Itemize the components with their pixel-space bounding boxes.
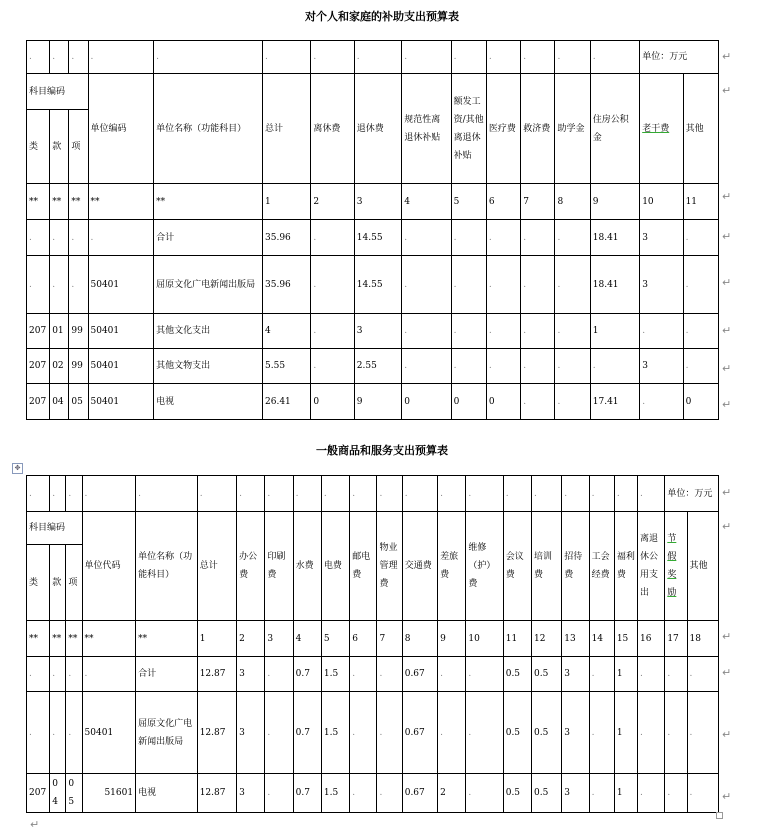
table-cell: . <box>350 774 377 813</box>
table-cell: . <box>402 220 451 256</box>
table-cell: 13 <box>562 621 589 657</box>
table-cell: ** <box>27 184 50 220</box>
table-cell: . <box>350 657 377 692</box>
table-cell: . <box>402 349 451 384</box>
retiree-public-expense-header: 离退休公用支出 <box>638 512 665 621</box>
table-cell: 51601 <box>82 774 136 813</box>
table-cell: 1 <box>197 621 236 657</box>
table-cell: . <box>69 220 88 256</box>
table-cell: . <box>665 657 687 692</box>
table-cell: 0.67 <box>402 692 437 774</box>
table-cell: 10 <box>466 621 503 657</box>
table-cell: . <box>377 774 402 813</box>
table-cell: . <box>486 314 520 349</box>
table-cell: 10 <box>640 184 683 220</box>
row-end-mark: ↵ <box>722 630 732 643</box>
welfare-fee-header: 福利费 <box>614 512 637 621</box>
table-cell: 35.96 <box>263 220 311 256</box>
table-cell: 04 <box>50 384 69 420</box>
table-cell: . <box>640 384 683 420</box>
lei-header: 类 <box>27 545 50 621</box>
table-cell: 50401 <box>82 692 136 774</box>
table-cell: . <box>589 657 614 692</box>
table-cell: . <box>402 314 451 349</box>
table-cell: . <box>27 657 50 692</box>
table-cell: 0 <box>311 384 354 420</box>
table-cell: 17 <box>665 621 687 657</box>
table-cell: . <box>50 256 69 314</box>
table-cell: . <box>438 657 466 692</box>
subject-code-header: 科目编码 <box>27 74 89 110</box>
medical-header: 医疗费 <box>486 74 520 184</box>
table-cell: 其他文化支出 <box>154 314 263 349</box>
table-cell: 35.96 <box>263 256 311 314</box>
table-cell: . <box>521 349 555 384</box>
table-cell: . <box>665 692 687 774</box>
table-cell: 5 <box>321 621 349 657</box>
table-cell: . <box>687 657 718 692</box>
table-cell: 1 <box>590 314 639 349</box>
table-cell: ** <box>69 184 88 220</box>
table-cell: 6 <box>486 184 520 220</box>
table-cell: 0.5 <box>503 692 531 774</box>
meeting-fee-header: 会议费 <box>503 512 531 621</box>
table-cell: 17.41 <box>590 384 639 420</box>
table-cell: 12.87 <box>197 692 236 774</box>
table-cell: . <box>69 256 88 314</box>
table-cell: 50401 <box>88 314 154 349</box>
table1-title: 对个人和家庭的补助支出预算表 <box>305 10 459 23</box>
table-cell: 15 <box>614 621 637 657</box>
table-cell: 50401 <box>88 384 154 420</box>
table-cell: 3 <box>354 184 401 220</box>
table-cell: . <box>265 692 293 774</box>
table-resize-handle[interactable] <box>716 812 723 819</box>
table-cell: 3 <box>562 657 589 692</box>
table-row <box>27 184 719 220</box>
table-cell: ** <box>136 621 198 657</box>
table2-title: 一般商品和服务支出预算表 <box>316 444 448 457</box>
table-cell: 0.5 <box>532 774 562 813</box>
table-row <box>27 220 719 256</box>
table-cell: 6 <box>350 621 377 657</box>
table-cell: . <box>66 692 82 774</box>
table-row <box>27 256 719 314</box>
table-cell: 3 <box>237 774 265 813</box>
table-cell: . <box>486 349 520 384</box>
table-cell: 26.41 <box>263 384 311 420</box>
table-cell: ** <box>27 621 50 657</box>
table-cell: . <box>521 384 555 420</box>
table-move-handle-icon[interactable]: ✥ <box>12 463 23 474</box>
table-row <box>27 621 719 657</box>
table-cell: 0.5 <box>532 657 562 692</box>
table-cell: 0.67 <box>402 657 437 692</box>
table-cell: 11 <box>503 621 531 657</box>
table1-unit-row: . . . . . . . . . . . . . . 单位：万元 <box>27 41 719 74</box>
table-row <box>27 314 719 349</box>
row-end-mark: ↵ <box>722 520 732 533</box>
printing-fee-header: 印刷费 <box>265 512 293 621</box>
row-end-mark: ↵ <box>722 398 732 411</box>
table-cell: 0.7 <box>293 774 321 813</box>
table-cell: 0 <box>486 384 520 420</box>
table-cell: 0.5 <box>532 692 562 774</box>
table-cell: 5 <box>451 184 486 220</box>
table-cell: 0.67 <box>402 774 437 813</box>
unit-code-header: 单位编码 <box>88 74 154 184</box>
other-header: 其他 <box>687 512 718 621</box>
subject-code-header: 科目编码 <box>27 512 83 545</box>
row-end-mark: ↵ <box>722 666 732 679</box>
table-cell: . <box>27 692 50 774</box>
table-cell: . <box>555 314 590 349</box>
table-row <box>27 384 719 420</box>
table1-header-row1 <box>27 74 719 110</box>
table-cell: 12.87 <box>197 774 236 813</box>
table-cell: . <box>27 256 50 314</box>
table-cell: 3 <box>237 692 265 774</box>
table-cell: . <box>438 692 466 774</box>
table-cell: . <box>687 692 718 774</box>
table-cell: . <box>521 256 555 314</box>
total-header: 总计 <box>263 74 311 184</box>
travel-fee-header: 差旅费 <box>438 512 466 621</box>
table-cell: 屈原文化广电新闻出版局 <box>154 256 263 314</box>
table-cell: 8 <box>555 184 590 220</box>
table-cell: 1.5 <box>321 657 349 692</box>
table-cell: . <box>350 692 377 774</box>
table-cell: . <box>466 774 503 813</box>
table-cell: 电视 <box>136 774 198 813</box>
reception-fee-header: 招待费 <box>562 512 589 621</box>
row-end-mark: ↵ <box>722 728 732 741</box>
table-cell: . <box>50 657 66 692</box>
table-cell: 7 <box>521 184 555 220</box>
veteran-cadre-header: 老干费 <box>640 74 683 184</box>
postal-fee-header: 邮电费 <box>350 512 377 621</box>
row-end-mark: ↵ <box>722 50 732 63</box>
table-cell: 18.41 <box>590 256 639 314</box>
table-cell: 1 <box>614 774 637 813</box>
table-cell: . <box>521 314 555 349</box>
table-cell: . <box>50 692 66 774</box>
table-cell: 3 <box>640 349 683 384</box>
table-cell: 1 <box>614 692 637 774</box>
table-cell: . <box>665 774 687 813</box>
table-cell: . <box>486 256 520 314</box>
table-cell: 3 <box>640 220 683 256</box>
table-cell: 12.87 <box>197 657 236 692</box>
table-cell: 4 <box>402 184 451 220</box>
row-end-mark: ↵ <box>722 324 732 337</box>
table-cell: 207 <box>27 314 50 349</box>
table-cell: 01 <box>50 314 69 349</box>
table-cell: 18 <box>687 621 718 657</box>
unit-label: 单位：万元 <box>640 41 719 74</box>
row-end-mark: ↵ <box>722 790 732 803</box>
table-cell: 9 <box>354 384 401 420</box>
electricity-fee-header: 电费 <box>321 512 349 621</box>
table-cell: 合计 <box>154 220 263 256</box>
table-cell: . <box>311 256 354 314</box>
retirement-leave-header: 离休费 <box>311 74 354 184</box>
table2-body <box>27 621 719 813</box>
table-cell: 0.7 <box>293 692 321 774</box>
table-cell: 0 <box>451 384 486 420</box>
union-fee-header: 工会经费 <box>589 512 614 621</box>
table-cell: 3 <box>354 314 401 349</box>
table-cell: ** <box>82 621 136 657</box>
row-end-mark: ↵ <box>722 486 732 499</box>
table-cell: 3 <box>237 657 265 692</box>
table-cell: 14.55 <box>354 256 401 314</box>
table-cell: 电视 <box>154 384 263 420</box>
table-cell: . <box>66 657 82 692</box>
table-cell: 其他文物支出 <box>154 349 263 384</box>
table-cell: 207 <box>27 384 50 420</box>
table-cell: . <box>466 692 503 774</box>
table-cell: ** <box>66 621 82 657</box>
xiang-header: 项 <box>69 110 88 184</box>
table-cell: 2 <box>311 184 354 220</box>
total-header: 总计 <box>197 512 236 621</box>
table-cell: . <box>311 314 354 349</box>
unit-name-header: 单位名称（功能科目） <box>154 74 263 184</box>
row-end-mark: ↵ <box>722 276 732 289</box>
table-cell: . <box>555 349 590 384</box>
table-cell: . <box>451 220 486 256</box>
table-cell: . <box>377 657 402 692</box>
table-cell: ** <box>50 621 66 657</box>
table-cell: . <box>265 774 293 813</box>
table-cell: 1 <box>614 657 637 692</box>
table-cell: 14 <box>589 621 614 657</box>
table-cell: 8 <box>402 621 437 657</box>
table-row <box>27 774 719 813</box>
kuan-header: 款 <box>50 110 69 184</box>
table-cell: 5.55 <box>263 349 311 384</box>
table-cell: 02 <box>50 349 69 384</box>
row-end-mark: ↵ <box>722 362 732 375</box>
table-cell: . <box>451 349 486 384</box>
table-cell: 1.5 <box>321 692 349 774</box>
table-cell: 2 <box>438 774 466 813</box>
table-cell: 0.7 <box>293 657 321 692</box>
row-end-mark: ↵ <box>722 230 732 243</box>
table-cell: 屈原文化广电新闻出版局 <box>136 692 198 774</box>
table-cell: . <box>402 256 451 314</box>
table-cell: 4 <box>263 314 311 349</box>
table-cell: 12 <box>532 621 562 657</box>
table-cell: ** <box>88 184 154 220</box>
table-cell: . <box>638 774 665 813</box>
kuan-header: 款 <box>50 545 66 621</box>
water-fee-header: 水费 <box>293 512 321 621</box>
table-cell: 3 <box>562 692 589 774</box>
table-cell: ** <box>50 184 69 220</box>
housing-fund-header: 住房公积金 <box>590 74 639 184</box>
retirement-subsidy-header: 规范性离退休补贴 <box>402 74 451 184</box>
table-cell: 9 <box>590 184 639 220</box>
unit-code-header: 单位代码 <box>82 512 136 621</box>
table-cell: . <box>683 256 718 314</box>
table-row <box>27 349 719 384</box>
table-cell: 合计 <box>136 657 198 692</box>
unit-label: 单位：万元 <box>665 476 719 512</box>
table-cell: 05 <box>69 384 88 420</box>
property-fee-header: 物业管理费 <box>377 512 402 621</box>
table-cell: . <box>640 314 683 349</box>
table-cell: . <box>555 220 590 256</box>
holiday-bonus-header: 节假奖励 <box>665 512 687 621</box>
xiang-header: 项 <box>66 545 82 621</box>
table-cell: . <box>555 384 590 420</box>
table-cell: . <box>590 349 639 384</box>
relief-header: 救济费 <box>521 74 555 184</box>
table-cell: 4 <box>293 621 321 657</box>
table-cell: ** <box>154 184 263 220</box>
table-cell: 1 <box>263 184 311 220</box>
table-cell: . <box>683 314 718 349</box>
table-cell: 0 <box>683 384 718 420</box>
table-cell: 3 <box>265 621 293 657</box>
table-cell: . <box>27 220 50 256</box>
table-cell: 207 <box>27 349 50 384</box>
table2-unit-row: . . . . . . . . . . . . . . . . . . . . . 单位：万元 <box>27 476 719 512</box>
other-header: 其他 <box>683 74 718 184</box>
goods-services-budget-table <box>26 475 719 813</box>
table-cell: . <box>311 349 354 384</box>
table-cell: 0.5 <box>503 774 531 813</box>
table-cell: . <box>82 657 136 692</box>
table-cell: 3 <box>640 256 683 314</box>
table-cell: . <box>521 220 555 256</box>
table-cell: 3 <box>562 774 589 813</box>
table-cell: . <box>50 220 69 256</box>
table-cell: . <box>88 220 154 256</box>
subsidy-budget-table <box>26 40 719 420</box>
table-cell: . <box>589 774 614 813</box>
table-cell: 99 <box>69 349 88 384</box>
table-cell: . <box>638 692 665 774</box>
table-cell: 99 <box>69 314 88 349</box>
training-fee-header: 培训费 <box>532 512 562 621</box>
table-cell: 16 <box>638 621 665 657</box>
maintenance-fee-header: 维修（护）费 <box>466 512 503 621</box>
paragraph-end-mark: ↵ <box>30 818 40 831</box>
table-cell: . <box>466 657 503 692</box>
table2-header-row1 <box>27 512 719 545</box>
scholarship-header: 助学金 <box>555 74 590 184</box>
table-cell: . <box>555 256 590 314</box>
lei-header: 类 <box>27 110 50 184</box>
table-cell: 11 <box>683 184 718 220</box>
table-cell: 1.5 <box>321 774 349 813</box>
table-cell: . <box>311 220 354 256</box>
table-cell: 9 <box>438 621 466 657</box>
table-cell: 04 <box>50 774 66 813</box>
table-cell: . <box>486 220 520 256</box>
table-row <box>27 692 719 774</box>
unit-name-header: 单位名称（功能科目） <box>136 512 198 621</box>
table-cell: 207 <box>27 774 50 813</box>
table-cell: . <box>589 692 614 774</box>
office-fee-header: 办公费 <box>237 512 265 621</box>
table-cell: 50401 <box>88 349 154 384</box>
table-cell: 7 <box>377 621 402 657</box>
table-cell: . <box>687 774 718 813</box>
row-end-mark: ↵ <box>722 190 732 203</box>
table-cell: 0.5 <box>503 657 531 692</box>
table-cell: 18.41 <box>590 220 639 256</box>
table-row <box>27 657 719 692</box>
table-cell: . <box>451 256 486 314</box>
table-cell: . <box>638 657 665 692</box>
table1-body <box>27 184 719 420</box>
row-end-mark: ↵ <box>722 84 732 97</box>
retirement-pay-header: 退休费 <box>354 74 401 184</box>
table-cell: . <box>377 692 402 774</box>
table-cell: . <box>265 657 293 692</box>
table-cell: . <box>451 314 486 349</box>
table-cell: . <box>683 349 718 384</box>
table-cell: 0 <box>402 384 451 420</box>
table-cell: 2.55 <box>354 349 401 384</box>
other-retirement-subsidy-header: 额发工资/其他离退休补贴 <box>451 74 486 184</box>
table-cell: 14.55 <box>354 220 401 256</box>
table-cell: 05 <box>66 774 82 813</box>
table-cell: . <box>683 220 718 256</box>
transport-fee-header: 交通费 <box>402 512 437 621</box>
table-cell: 50401 <box>88 256 154 314</box>
table-cell: 2 <box>237 621 265 657</box>
